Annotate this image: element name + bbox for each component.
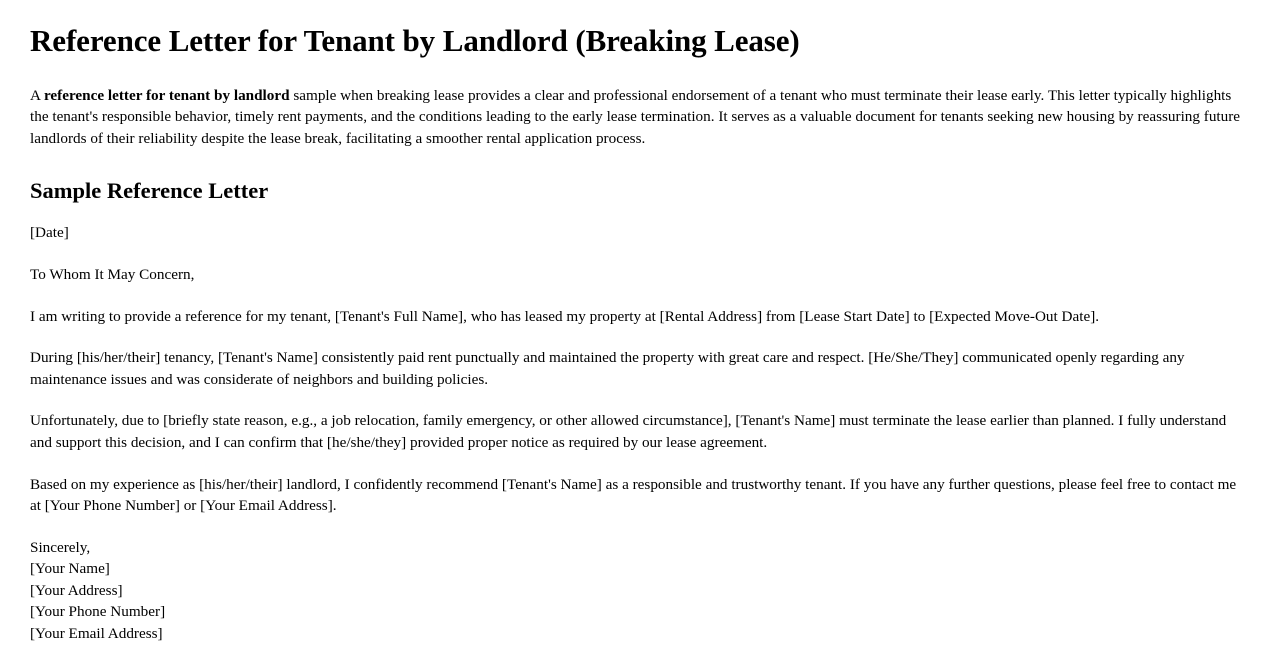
signature-phone: [Your Phone Number] — [30, 603, 166, 621]
letter-paragraph-2: During [his/her/their] tenancy, [Tenant's Name] consistently paid rent punctually and maintained the property with great care and respect. [He/She/They] communicated openly regarding any maintenance issues and was considerate of neighbors and building policies. — [30, 349, 1185, 388]
letter-body — [30, 222, 1248, 644]
intro-paragraph — [30, 85, 1248, 150]
letter-salutation: To Whom It May Concern, — [30, 266, 195, 284]
intro-lead-text: A — [30, 86, 44, 104]
letter-paragraph-4: Based on my experience as [his/her/their] landlord, I confidently recommend [Tenant's Name] as a responsible and trustworthy tenant. If you have any further questions, please feel free to contact me at [Your Phone Number] or [Your Email Address]. — [30, 475, 1237, 515]
signature-name: [Your Name] — [30, 560, 110, 578]
signature-address: [Your Address] — [30, 581, 123, 599]
letter-paragraph-3: Unfortunately, due to [briefly state reason, e.g., a job relocation, family emergency, or other allowed circumstance], [Tenant's Name] must terminate the lease earlier than planned. I fully understand and support this decision, and I can confirm that [he/she/they] provided proper notice as required by our lease agreement. — [30, 412, 1227, 451]
letter-paragraph-1: I am writing to provide a reference for my tenant, [Tenant's Full Name], who has leased my property at [Rental Address] from [Lease Start Date] to [Expected Move-Out Date]. — [30, 307, 1100, 325]
intro-rest-text: sample when breaking lease provides a clear and professional endorsement of a tenant who must terminate their lease early. This letter typically highlights the tenant's responsible behavior, timely rent payments, and the conditions leading to the early lease termination. It serves as a valuable document for tenants seeking new housing by reassuring future landlords of their reliability despite the lease break, facilitating a smoother rental application process. — [30, 86, 1241, 147]
letter-date-line: [Date] — [30, 224, 69, 242]
section-title-sample-reference-letter: Sample Reference Letter — [30, 178, 269, 204]
page-title: Reference Letter for Tenant by Landlord (Breaking Lease) — [30, 23, 800, 58]
letter-signature-block — [30, 537, 1248, 645]
signature-sincerely: Sincerely, — [30, 538, 91, 556]
signature-email: [Your Email Address] — [30, 625, 163, 642]
intro-bold-phrase: reference letter for tenant by landlord — [43, 86, 290, 104]
